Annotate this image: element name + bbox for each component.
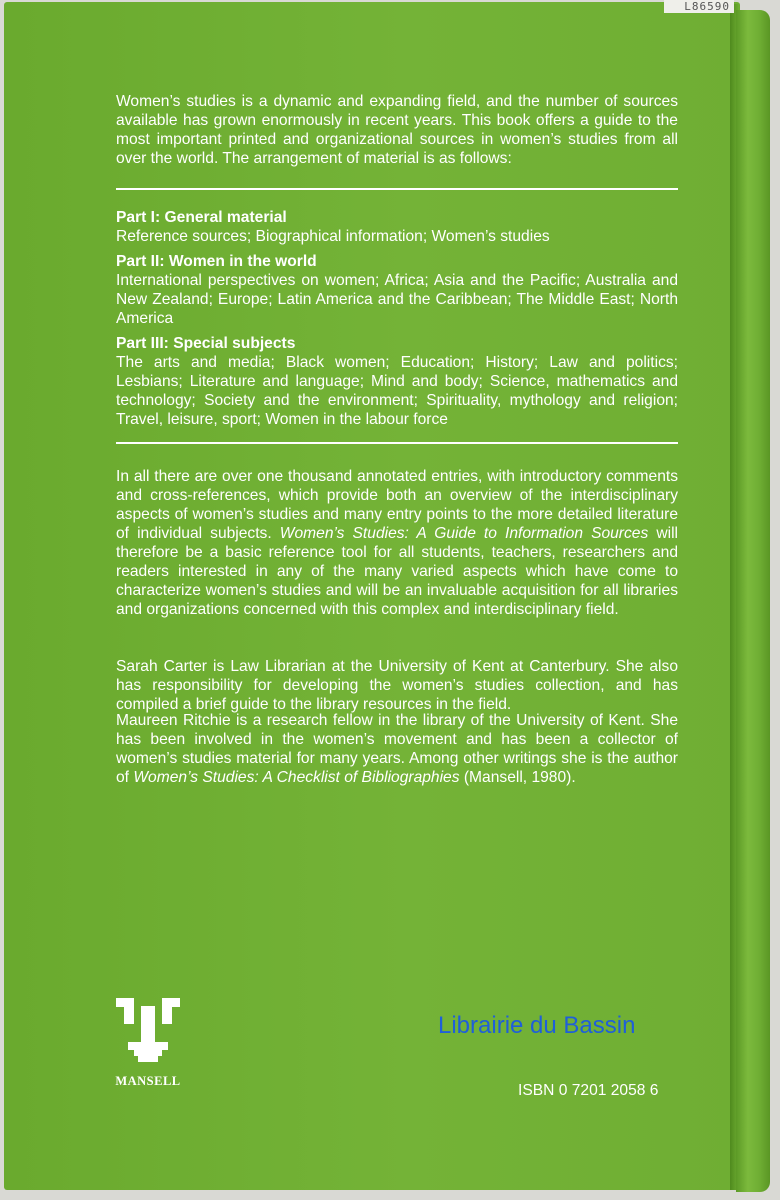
- book-spine: [736, 10, 770, 1192]
- part-3-body: The arts and media; Black women; Education; History; Law and politics; Lesbians; Literature and language; Mind and body; Science, mathematics and technology; Society and the environment; Spirituality, mythology and religion; Travel, leisure, sport; Women in the labour force: [116, 354, 678, 428]
- publisher-name: MANSELL: [115, 1074, 181, 1088]
- summary-text-end: will therefore be a basic reference tool for all students, teachers, researchers and readers interested in any of the many varied aspects which have come to characterize women’s studies and will be an invaluable acquisition for all libraries and organizations concerned with this complex and interdisciplinary field.: [116, 525, 678, 618]
- intro-paragraph: Women’s studies is a dynamic and expanding field, and the number of sources available has grown enormously in recent years. This book offers a guide to the most important printed and organizational sources in women’s studies from all over the world. The arrangement of material is as follows:: [116, 93, 678, 167]
- summary-paragraph: [116, 467, 678, 619]
- isbn-number: ISBN 0 7201 2058 6: [518, 1082, 659, 1099]
- author-2-block: [116, 711, 678, 787]
- author-2-text-end: (Mansell, 1980).: [459, 769, 576, 786]
- part-3-heading: Part III: Special subjects: [116, 335, 296, 352]
- contents-block: [116, 208, 678, 435]
- part-1-heading: Part I: General material: [116, 209, 287, 226]
- library-sticker: L86590: [664, 0, 734, 13]
- author-2-text-start: Maureen Ritchie is a research fellow in the library of the University of Kent. She has been involved in the women’s movement and has been a collector of women’s studies material for many years. Among other writings she is the author of: [116, 712, 678, 786]
- divider-bottom: [116, 442, 678, 444]
- bookseller-watermark: Librairie du Bassin: [438, 1012, 636, 1039]
- divider-top: [116, 188, 678, 190]
- intro-block: [116, 92, 678, 168]
- author-1-block: [116, 657, 678, 714]
- summary-text-start: In all there are over one thousand annotated entries, with introductory comments and cross-references, which provide both an overview of the interdisciplinary aspects of women’s studies and many entry points to the more detailed literature of individual subjects.: [116, 468, 678, 542]
- author-2-bio: [116, 711, 678, 787]
- summary-block: [116, 467, 678, 619]
- author-2-book-title: Women’s Studies: A Checklist of Bibliographies: [133, 769, 460, 786]
- summary-book-title: Women’s Studies: A Guide to Information Sources: [279, 525, 649, 542]
- part-1-body: Reference sources; Biographical information; Women’s studies: [116, 228, 550, 245]
- part-2-body: International perspectives on women; Africa; Asia and the Pacific; Australia and New Zealand; Europe; Latin America and the Caribbean; The Middle East; North America: [116, 272, 678, 327]
- author-1-bio: Sarah Carter is Law Librarian at the University of Kent at Canterbury. She also has responsibility for developing the women’s studies collection, and has compiled a brief guide to the library resources in the field.: [116, 658, 678, 713]
- part-2-heading: Part II: Women in the world: [116, 253, 317, 270]
